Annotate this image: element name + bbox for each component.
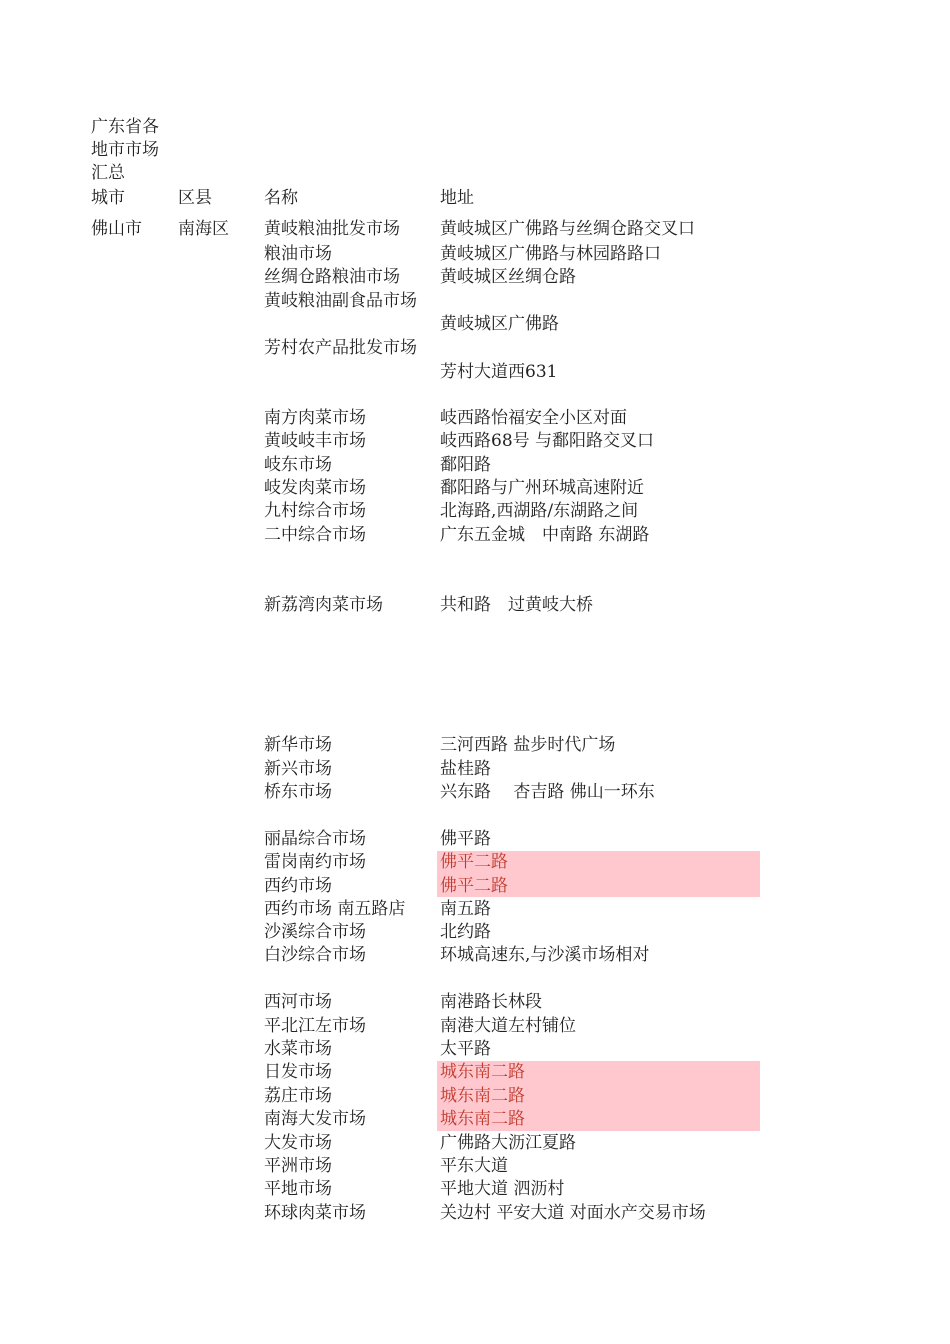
market-address: 北海路,西湖路/东湖路之间 (440, 501, 639, 521)
market-name: 南海大发市场 (264, 1109, 366, 1129)
market-name: 西河市场 (264, 992, 332, 1012)
market-address-highlighted: 佛平二路 (440, 876, 508, 896)
market-address: 广佛路大沥江夏路 (440, 1133, 576, 1153)
market-address: 鄱阳路与广州环城高速附近 (440, 478, 644, 498)
market-name: 平洲市场 (264, 1156, 332, 1176)
market-name: 九村综合市场 (264, 501, 366, 521)
market-address: 平东大道 (440, 1156, 508, 1176)
market-address: 鄱阳路 (440, 455, 491, 475)
header-name: 名称 (264, 188, 298, 208)
market-address: 黄岐城区广佛路与林园路路口 (440, 244, 661, 264)
market-address: 平地大道 泗沥村 (440, 1179, 565, 1199)
market-address: 兴东路 杏吉路 佛山一环东 (440, 782, 655, 802)
market-name: 西约市场 (264, 876, 332, 896)
market-name: 粮油市场 (264, 244, 332, 264)
market-name: 芳村农产品批发市场 (264, 338, 417, 358)
district-cell: 南海区 (178, 219, 229, 239)
market-address: 南港大道左村铺位 (440, 1016, 576, 1036)
market-address: 北约路 (440, 922, 491, 942)
market-name: 岐发肉菜市场 (264, 478, 366, 498)
title-line: 地市市场 (91, 140, 159, 160)
market-address-highlighted: 城东南二路 (440, 1062, 525, 1082)
market-address: 关边村 平安大道 对面水产交易市场 (440, 1203, 706, 1223)
market-address-highlighted: 佛平二路 (440, 852, 508, 872)
title-line: 广东省各 (91, 117, 159, 137)
market-address: 南港路长林段 (440, 992, 542, 1012)
market-name: 雷岗南约市场 (264, 852, 366, 872)
market-address: 环城高速东,与沙溪市场相对 (440, 945, 650, 965)
market-address-highlighted: 城东南二路 (440, 1086, 525, 1106)
market-name: 岐东市场 (264, 455, 332, 475)
market-name: 黄岐粮油批发市场 (264, 219, 400, 239)
market-name: 二中综合市场 (264, 525, 366, 545)
market-address: 芳村大道西631 (440, 362, 558, 382)
market-name: 平地市场 (264, 1179, 332, 1199)
header-district: 区县 (178, 188, 212, 208)
header-city: 城市 (91, 188, 125, 208)
market-address: 黄岐城区丝绸仓路 (440, 267, 576, 287)
market-name: 平北江左市场 (264, 1016, 366, 1036)
market-name: 桥东市场 (264, 782, 332, 802)
market-address: 广东五金城 中南路 东湖路 (440, 525, 650, 545)
market-address: 共和路 过黄岐大桥 (440, 595, 593, 615)
sheet-title (91, 116, 176, 185)
market-name: 新兴市场 (264, 759, 332, 779)
title-line: 汇总 (91, 163, 125, 183)
market-address: 黄岐城区广佛路与丝绸仓路交叉口 (440, 219, 695, 239)
market-name: 新华市场 (264, 735, 332, 755)
market-name: 丝绸仓路粮油市场 (264, 267, 400, 287)
market-name: 荔庄市场 (264, 1086, 332, 1106)
header-address: 地址 (440, 188, 474, 208)
market-address: 岐西路68号 与鄱阳路交叉口 (440, 431, 655, 451)
market-address: 三河西路 盐步时代广场 (440, 735, 616, 755)
market-name: 大发市场 (264, 1133, 332, 1153)
market-name: 白沙综合市场 (264, 945, 366, 965)
city-cell: 佛山市 (91, 219, 142, 239)
market-name: 沙溪综合市场 (264, 922, 366, 942)
market-name: 新荔湾肉菜市场 (264, 595, 383, 615)
market-name: 丽晶综合市场 (264, 829, 366, 849)
market-address: 黄岐城区广佛路 (440, 314, 559, 334)
market-address: 太平路 (440, 1039, 491, 1059)
market-address: 盐桂路 (440, 759, 491, 779)
market-address: 岐西路怡福安全小区对面 (440, 408, 627, 428)
market-address-highlighted: 城东南二路 (440, 1109, 525, 1129)
market-address: 南五路 (440, 899, 491, 919)
market-name: 黄岐粮油副食品市场 (264, 291, 417, 311)
market-name: 南方肉菜市场 (264, 408, 366, 428)
market-address: 佛平路 (440, 829, 491, 849)
market-name: 水菜市场 (264, 1039, 332, 1059)
market-name: 黄岐岐丰市场 (264, 431, 366, 451)
market-name: 西约市场 南五路店 (264, 899, 406, 919)
market-name: 日发市场 (264, 1062, 332, 1082)
market-name: 环球肉菜市场 (264, 1203, 366, 1223)
